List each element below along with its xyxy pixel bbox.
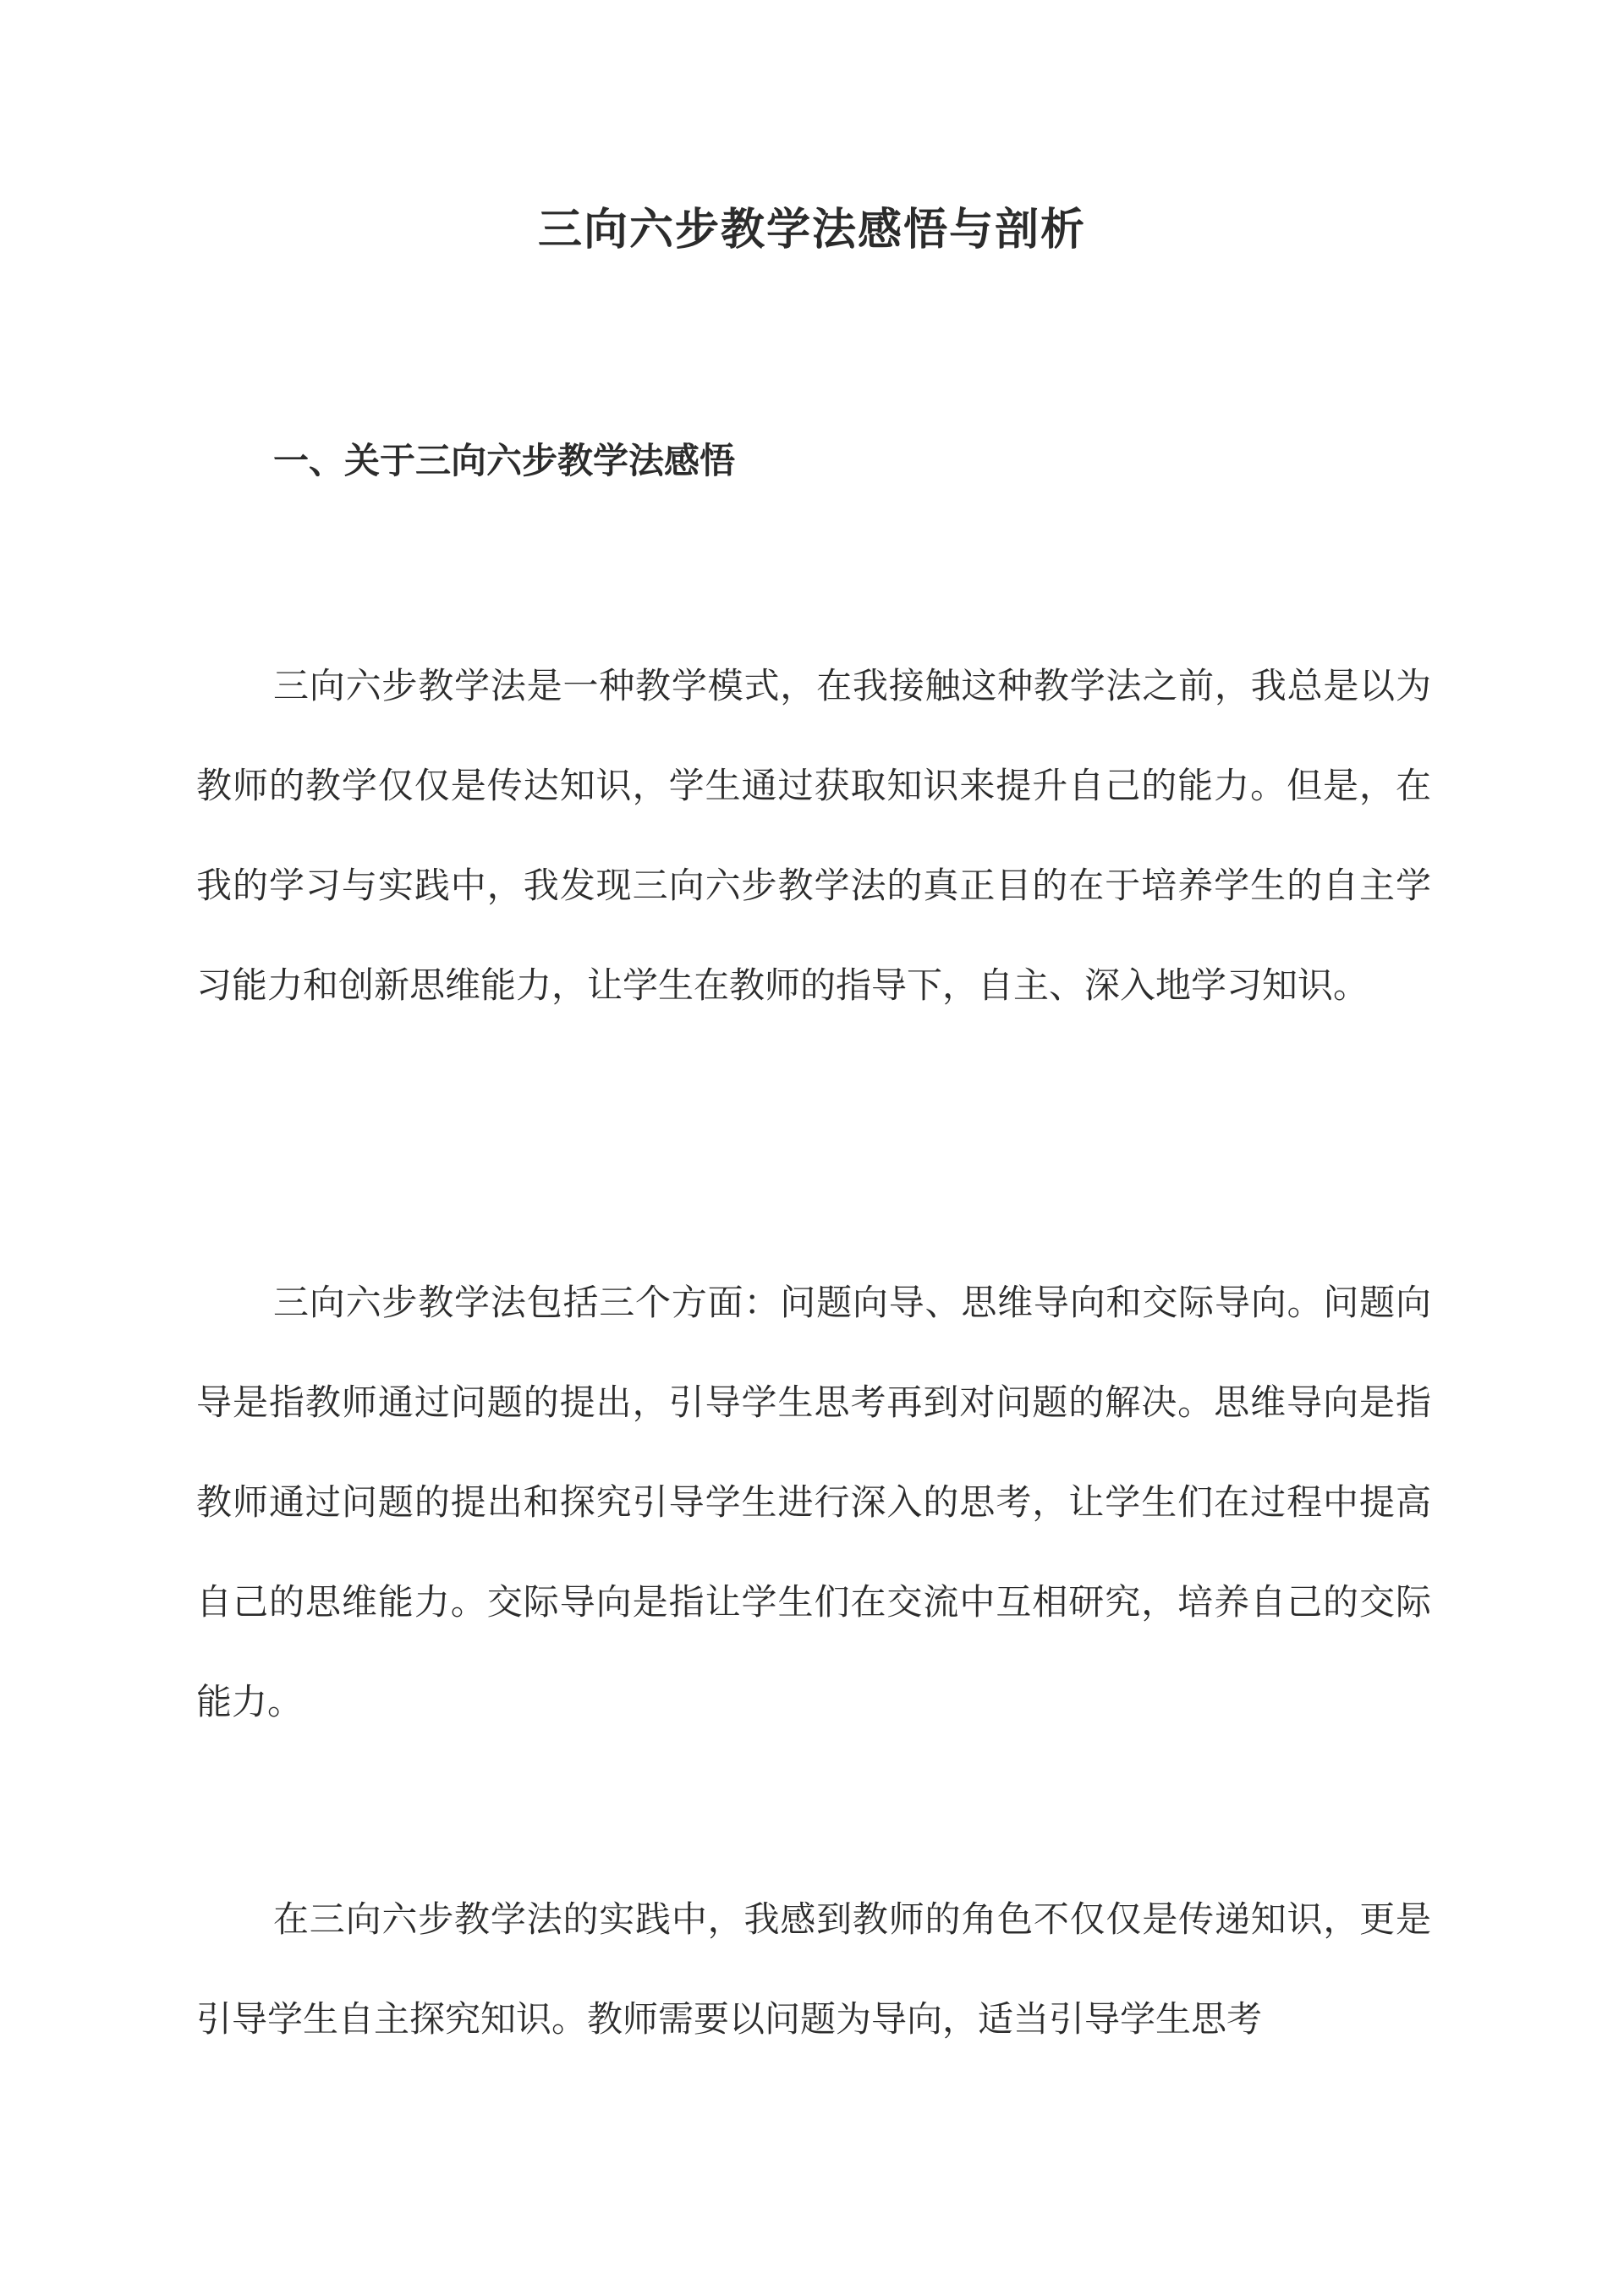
paragraph-1: 三向六步教学法是一种教学模式，在我接触这种教学法之前，我总是以为教师的教学仅仅是传达知识，学生通过获取知识来提升自己的能力。但是，在我的学习与实践中，我发现三向六步教学法的真正目的在于培养学生的自主学习能力和创新思维能力，让学生在教师的指导下，自主、深入地学习知识。 <box>196 665 1431 1006</box>
paragraph-3: 在三向六步教学法的实践中，我感到教师的角色不仅仅是传递知识，更是引导学生自主探究知识。教师需要以问题为导向，适当引导学生思考 <box>196 1898 1431 2040</box>
document-title: 三向六步教学法感悟与剖析 <box>537 204 1086 255</box>
section-heading: 一、关于三向六步教学法感悟 <box>273 440 736 481</box>
paragraph-2: 三向六步教学法包括三个方面：问题向导、思维导向和交际导向。问题向导是指教师通过问题的提出，引导学生思考再到对问题的解决。思维导向是指教师通过问题的提出和探究引导学生进行深入的思考，让学生们在过程中提高自己的思维能力。交际导向是指让学生们在交流中互相研究，培养自己的交际能力。 <box>196 1282 1431 1722</box>
